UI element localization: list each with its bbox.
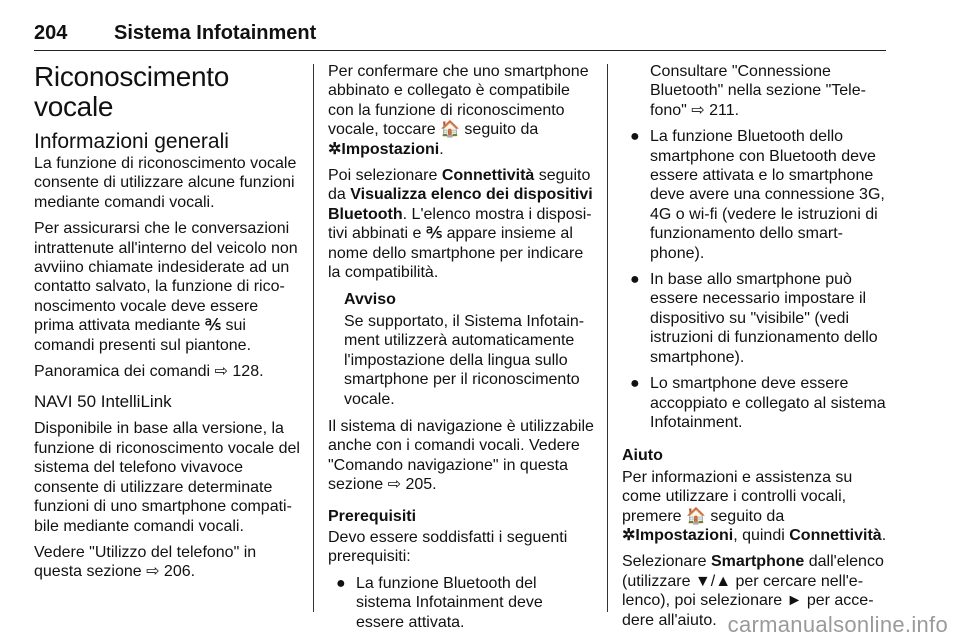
watermark: carmanualsonline.info <box>727 612 948 637</box>
column-divider <box>313 64 314 612</box>
section-title: Sistema Infotainment <box>114 22 317 44</box>
column-2 <box>328 62 594 639</box>
paragraph: Per informazioni e assistenza su come utilizzare i controlli vocali, premere 🏠 seguito da ✲Impostazioni, quindi Connettività. <box>622 468 887 544</box>
help-title: Aiuto <box>622 447 663 465</box>
list-item: ● Lo smartphone deve essere accoppiato e collegato al sistema Infotainment. <box>630 375 886 431</box>
subsection-heading: NAVI 50 IntelliLink <box>34 392 172 412</box>
bullet-icon: ● <box>336 574 346 592</box>
prerequisites-list <box>622 127 888 432</box>
paragraph: Per confermare che uno smartphone abbinato e collegato è compatibile con la funzione di riconoscimento vocale, toccare 🏠 seguito da ✲Impostazioni. <box>328 63 589 158</box>
list-item: ● La funzione Bluetooth dello smartphone con Bluetooth deve essere attivata e lo smartphone deve avere una connessione 3G, 4G o wi-fi (vedere le istruzioni di funzionamento dello smart-phone). <box>630 128 885 262</box>
paragraph: Selezionare Smartphone dall'elenco (utilizzare ▼/▲ per cercare nell'e-lenco), poi selezionare ► per acce-dere all'aiuto. <box>622 553 884 629</box>
list-item: ● In base allo smartphone può essere necessario impostare il dispositivo su "visibile" (vedi istruzioni di funzionamento dello smartphone). <box>630 271 878 366</box>
paragraph: Il sistema di navigazione è utilizzabile anche con i comandi vocali. Vedere "Comando navigazione" in questa sezione ⇨ 205. <box>328 417 594 494</box>
section-heading: Informazioni generali <box>34 130 229 153</box>
cross-reference: Panoramica dei comandi ⇨ 128. <box>34 363 264 381</box>
column-3 <box>622 62 888 637</box>
paragraph: La funzione di riconoscimento vocale consente di utilizzare alcune funzioni mediante comandi vocali. <box>34 155 297 211</box>
note-title: Avviso <box>344 291 396 309</box>
paragraph: Devo essere soddisfatti i seguenti prerequisiti: <box>328 528 568 566</box>
paragraph: Per assicurarsi che le conversazioni intrattenute all'interno del veicolo non avviino chiamate indesiderate ad un contatto salvato, la funzione di rico-noscimento vocale deve essere prima attivata mediante ℁ sui comandi presenti sul piantone. <box>34 220 298 354</box>
page-number: 204 <box>34 22 68 44</box>
prerequisites-title: Prerequisiti <box>328 507 417 525</box>
prerequisites-list <box>328 574 594 632</box>
bullet-icon: ● <box>630 128 640 146</box>
column-1 <box>34 62 300 589</box>
paragraph: Disponibile in base alla versione, la funzione di riconoscimento vocale del sistema del telefono vivavoce consente di utilizzare determinate funzioni di uno smartphone compati-bile mediante comandi vocali. <box>34 420 300 535</box>
list-item: ● La funzione Bluetooth del sistema Infotainment deve essere attivata. <box>336 574 543 631</box>
bullet-icon: ● <box>630 375 640 393</box>
note-box <box>344 290 594 408</box>
impostazioni-label: ✲Impostazioni <box>328 140 440 158</box>
list-item-continuation: Consultare "Connessione Bluetooth" nella sezione "Tele-fono" ⇨ 211. <box>650 63 866 119</box>
note-body: Se supportato, il Sistema Infotain-ment utilizzerà automaticamente l'impostazione della lingua sullo smartphone per il riconoscimento vocale. <box>344 312 585 408</box>
bullet-icon: ● <box>630 271 640 289</box>
header-rule <box>34 50 886 51</box>
cross-reference: Vedere "Utilizzo del telefono" in questa sezione ⇨ 206. <box>34 543 257 581</box>
column-divider <box>607 64 608 612</box>
chapter-heading: Riconoscimento vocale <box>34 61 229 122</box>
paragraph: Poi selezionare Connettività seguito da Visualizza elenco dei dispositivi Bluetooth. L'elenco mostra i disposi-tivi abbinati e ℁ appare insieme al nome dello smartphone per indicare la compatibilità. <box>328 167 593 282</box>
